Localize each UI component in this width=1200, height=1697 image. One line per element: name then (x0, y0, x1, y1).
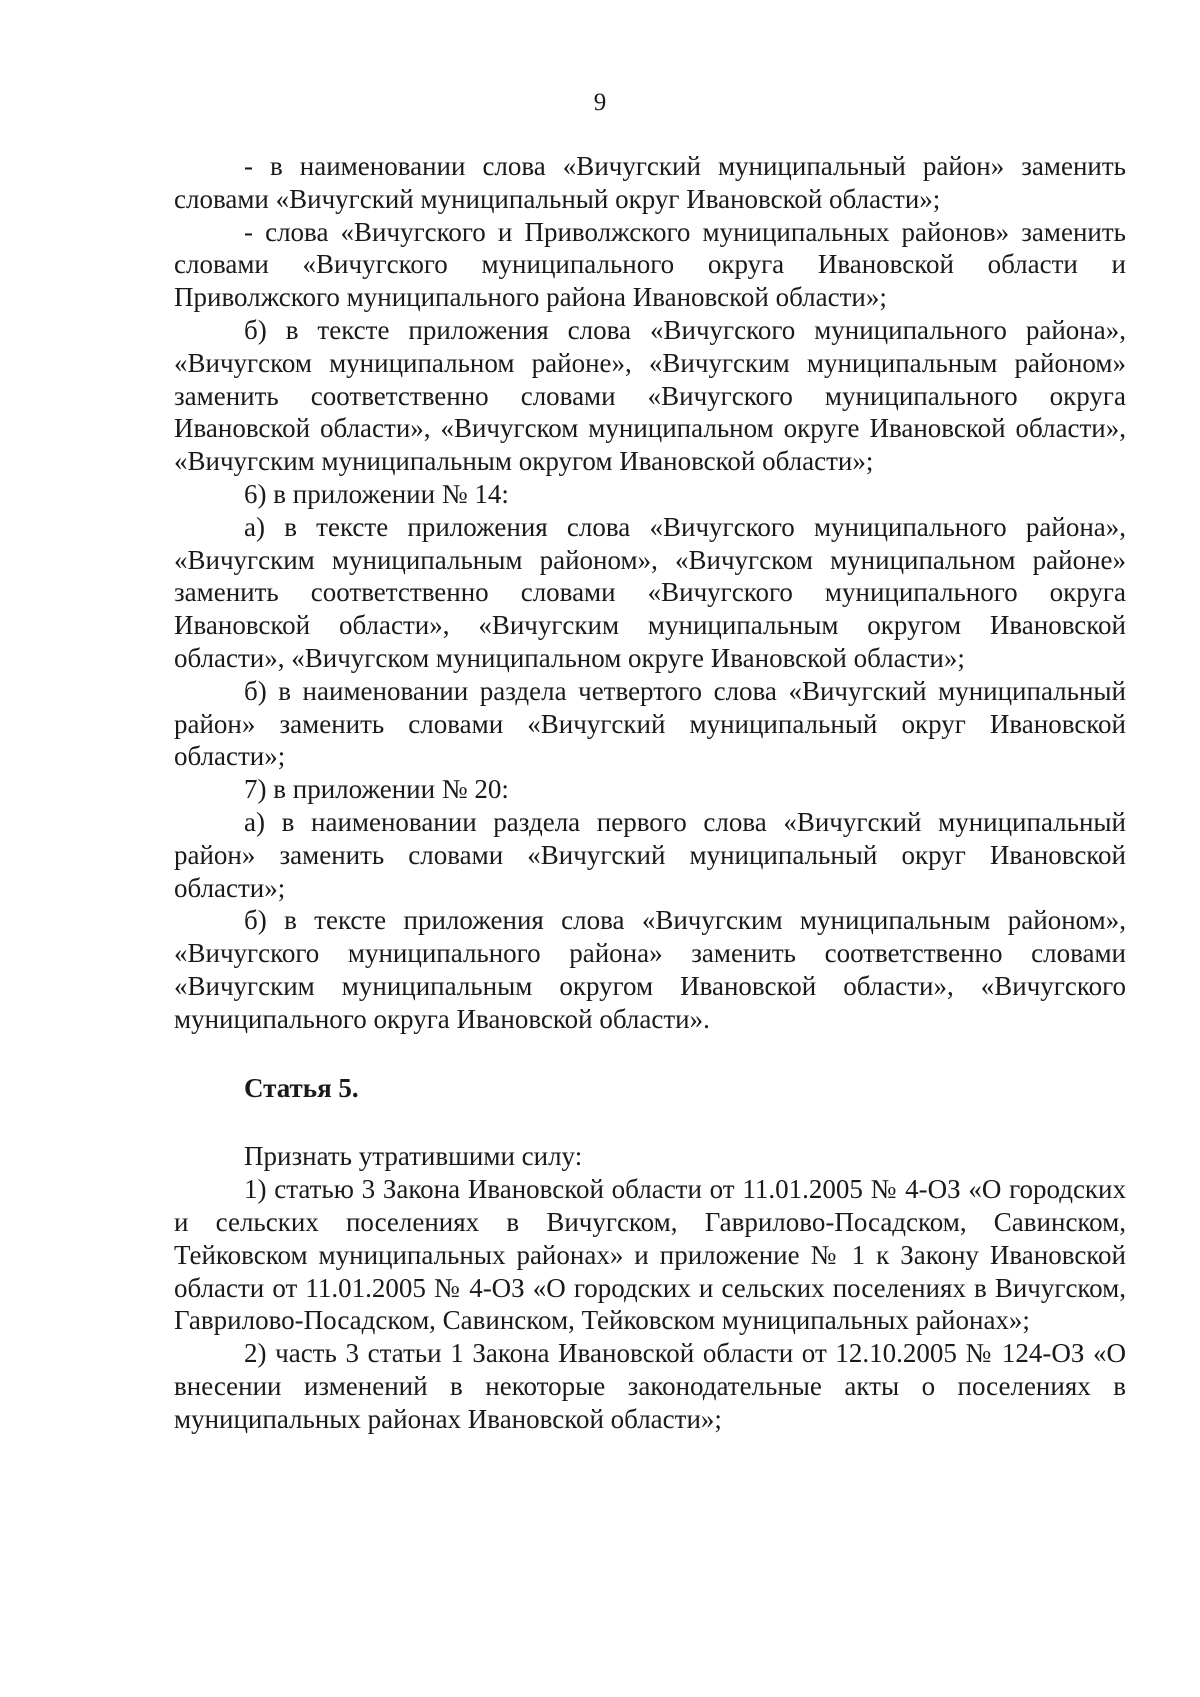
paragraph: 7) в приложении № 20: (244, 774, 509, 805)
document-body (174, 150, 1126, 1435)
paragraph: Признать утратившими силу: (244, 1141, 583, 1172)
paragraph: б) в тексте приложения слова «Вичугским муниципальным районом», «Вичугского муниципального района» заменить соответственно словами «Вичугским муниципальным округом Ивановской области», «Вичугского муниципального округа Ивановской области». (174, 905, 1126, 1034)
paragraph: б) в наименовании раздела четвертого слова «Вичугский муниципальный район» заменить словами «Вичугский муниципальный округ Ивановской области»; (174, 675, 1126, 772)
page-number: 9 (593, 89, 607, 116)
paragraph: а) в наименовании раздела первого слова «Вичугский муниципальный район» заменить словами «Вичугский муниципальный округ Ивановской области»; (174, 806, 1126, 903)
paragraph: - в наименовании слова «Вичугский муниципальный район» заменить словами «Вичугский муниципальный округ Ивановской области»; (174, 151, 1126, 214)
paragraph: - слова «Вичугского и Приволжского муниципальных районов» заменить словами «Вичугского муниципального округа Ивановской области и Приволжского муниципального района Ивановской области»; (174, 216, 1126, 313)
article-heading: Статья 5. (244, 1072, 359, 1103)
paragraph: 6) в приложении № 14: (244, 478, 509, 509)
paragraph: 1) статью 3 Закона Ивановской области от 11.01.2005 № 4-ОЗ «О городских и сельских поселениях в Вичугском, Гаврилово-Посадском, Савинском, Тейковском муниципальных районах» и приложение № 1 к Закону Ивановской области от 11.01.2005 № 4-ОЗ «О городских и сельских поселениях в Вичугском, Гаврилово-Посадском, Савинском, Тейковском муниципальных районах»; (174, 1174, 1126, 1336)
paragraph: 2) часть 3 статьи 1 Закона Ивановской области от 12.10.2005 № 124-ОЗ «О внесении изменений в некоторые законодательные акты о поселениях в муниципальных районах Ивановской области»; (174, 1338, 1126, 1434)
paragraph: б) в тексте приложения слова «Вичугского муниципального района», «Вичугском муниципальном районе», «Вичугским муниципальным районом» заменить соответственно словами «Вичугского муниципального округа Ивановской области», «Вичугском муниципальном округе Ивановской области», «Вичугским муниципальным округом Ивановской области»; (174, 314, 1126, 477)
paragraph: а) в тексте приложения слова «Вичугского муниципального района», «Вичугским муниципальным районом», «Вичугском муниципальном районе» заменить соответственно словами «Вичугского муниципального округа Ивановской области», «Вичугским муниципальным округом Ивановской области», «Вичугском муниципальном округе Ивановской области»; (174, 511, 1126, 673)
